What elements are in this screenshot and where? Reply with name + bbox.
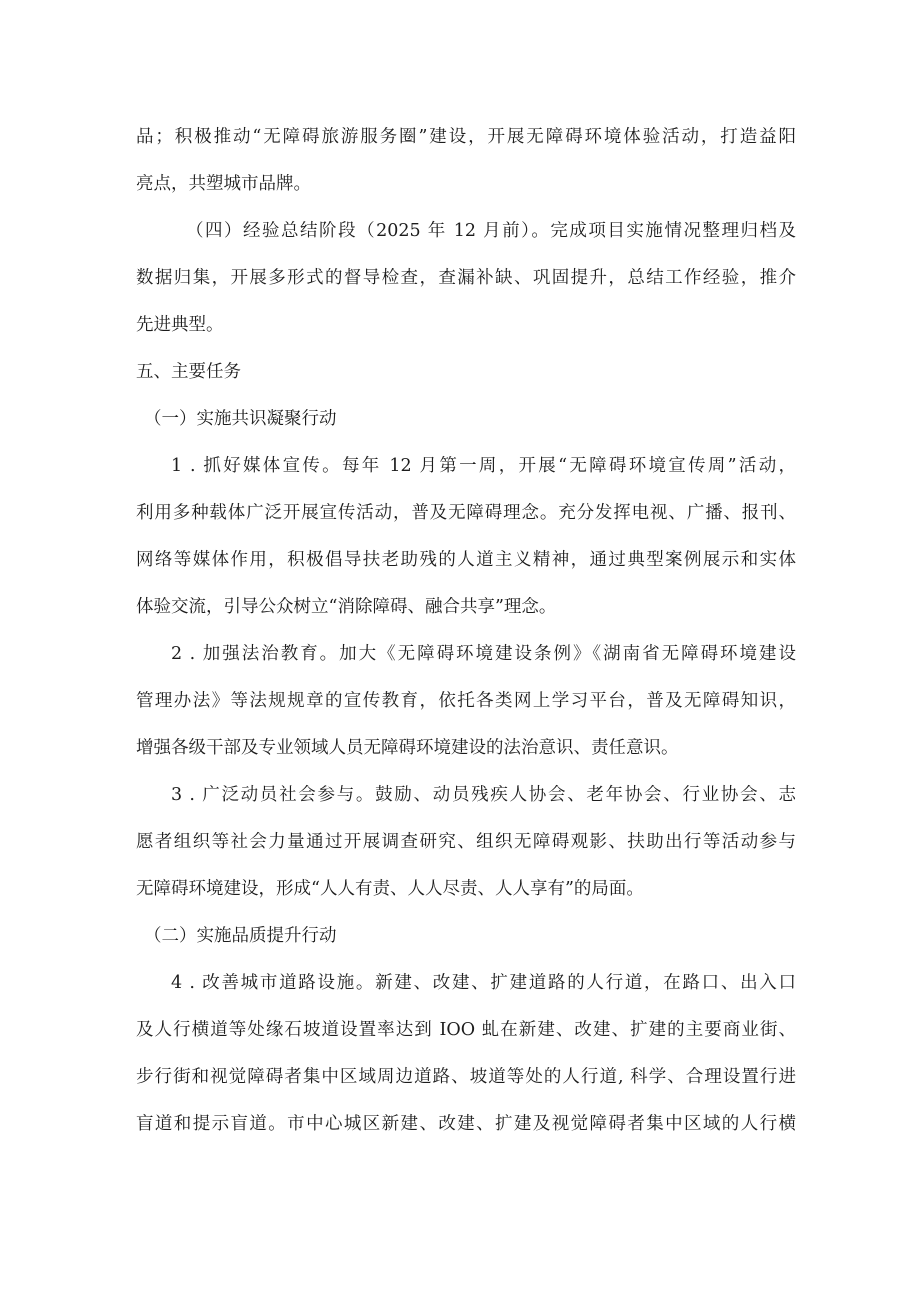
subsection-heading-one bbox=[136, 396, 796, 443]
subsection-heading: （二）实施品质提升行动 bbox=[144, 926, 337, 946]
text-line: 数据归集，开展多形式的督导检查，查漏补缺、巩固提升，总结工作经验，推介 bbox=[136, 268, 796, 288]
text-line: 2 . 加强法治教育。加大《无障碍环境建设条例》《湖南省无障碍环境建设 bbox=[171, 644, 796, 664]
document-body bbox=[136, 114, 796, 1148]
text-line: （四）经验总结阶段（2025 年 12 月前）。完成项目实施情况整理归档及 bbox=[186, 221, 796, 241]
text-line: 无障碍环境建设，形成“人人有责、人人尽责、人人享有”的局面。 bbox=[136, 879, 644, 899]
text-line: 及人行横道等处缘石坡道设置率达到 IOO 虬在新建、改建、扩建的主要商业街、 bbox=[136, 1020, 796, 1040]
section-heading: 五、主要任务 bbox=[136, 362, 241, 382]
text-line: 体验交流，引导公众树立“消除障碍、融合共享”理念。 bbox=[136, 597, 557, 617]
text-line: 1 . 抓好媒体宣传。每年 12 月第一周，开展“无障碍环境宣传周”活动， bbox=[171, 456, 796, 476]
text-line: 先进典型。 bbox=[136, 315, 224, 335]
text-line: 步行街和视觉障碍者集中区域周边道路、坡道等处的人行道, 科学、合理设置行进 bbox=[136, 1067, 796, 1087]
text-line: 4 . 改善城市道路设施。新建、改建、扩建道路的人行道，在路口、出入口 bbox=[171, 973, 796, 993]
text-line: 利用多种载体广泛开展宣传活动，普及无障碍理念。充分发挥电视、广播、报刊、 bbox=[136, 503, 796, 523]
text-line: 3 . 广泛动员社会参与。鼓励、动员残疾人协会、老年协会、行业协会、志 bbox=[171, 785, 796, 805]
section-heading-main-tasks bbox=[136, 349, 796, 396]
text-line: 增强各级干部及专业领域人员无障碍环境建设的法治意识、责任意识。 bbox=[136, 738, 679, 758]
paragraph-continuation bbox=[136, 114, 796, 208]
text-line: 盲道和提示盲道。市中心城区新建、改建、扩建及视觉障碍者集中区域的人行横 bbox=[136, 1114, 796, 1134]
paragraph-item-3 bbox=[136, 772, 796, 913]
paragraph-item-4 bbox=[136, 960, 796, 1148]
paragraph-stage-four bbox=[136, 208, 796, 349]
paragraph-item-2 bbox=[136, 631, 796, 772]
text-line: 愿者组织等社会力量通过开展调查研究、组织无障碍观影、扶助出行等活动参与 bbox=[136, 832, 796, 852]
text-line: 管理办法》等法规规章的宣传教育，依托各类网上学习平台，普及无障碍知识， bbox=[136, 691, 796, 711]
paragraph-item-1 bbox=[136, 443, 796, 631]
subsection-heading-two bbox=[136, 913, 796, 960]
subsection-heading: （一）实施共识凝聚行动 bbox=[144, 409, 337, 429]
text-line: 亮点，共塑城市品牌。 bbox=[136, 174, 311, 194]
text-line: 品；积极推动“无障碍旅游服务圈”建设，开展无障碍环境体验活动，打造益阳 bbox=[136, 127, 796, 147]
text-line: 网络等媒体作用，积极倡导扶老助残的人道主义精神，通过典型案例展示和实体 bbox=[136, 550, 796, 570]
